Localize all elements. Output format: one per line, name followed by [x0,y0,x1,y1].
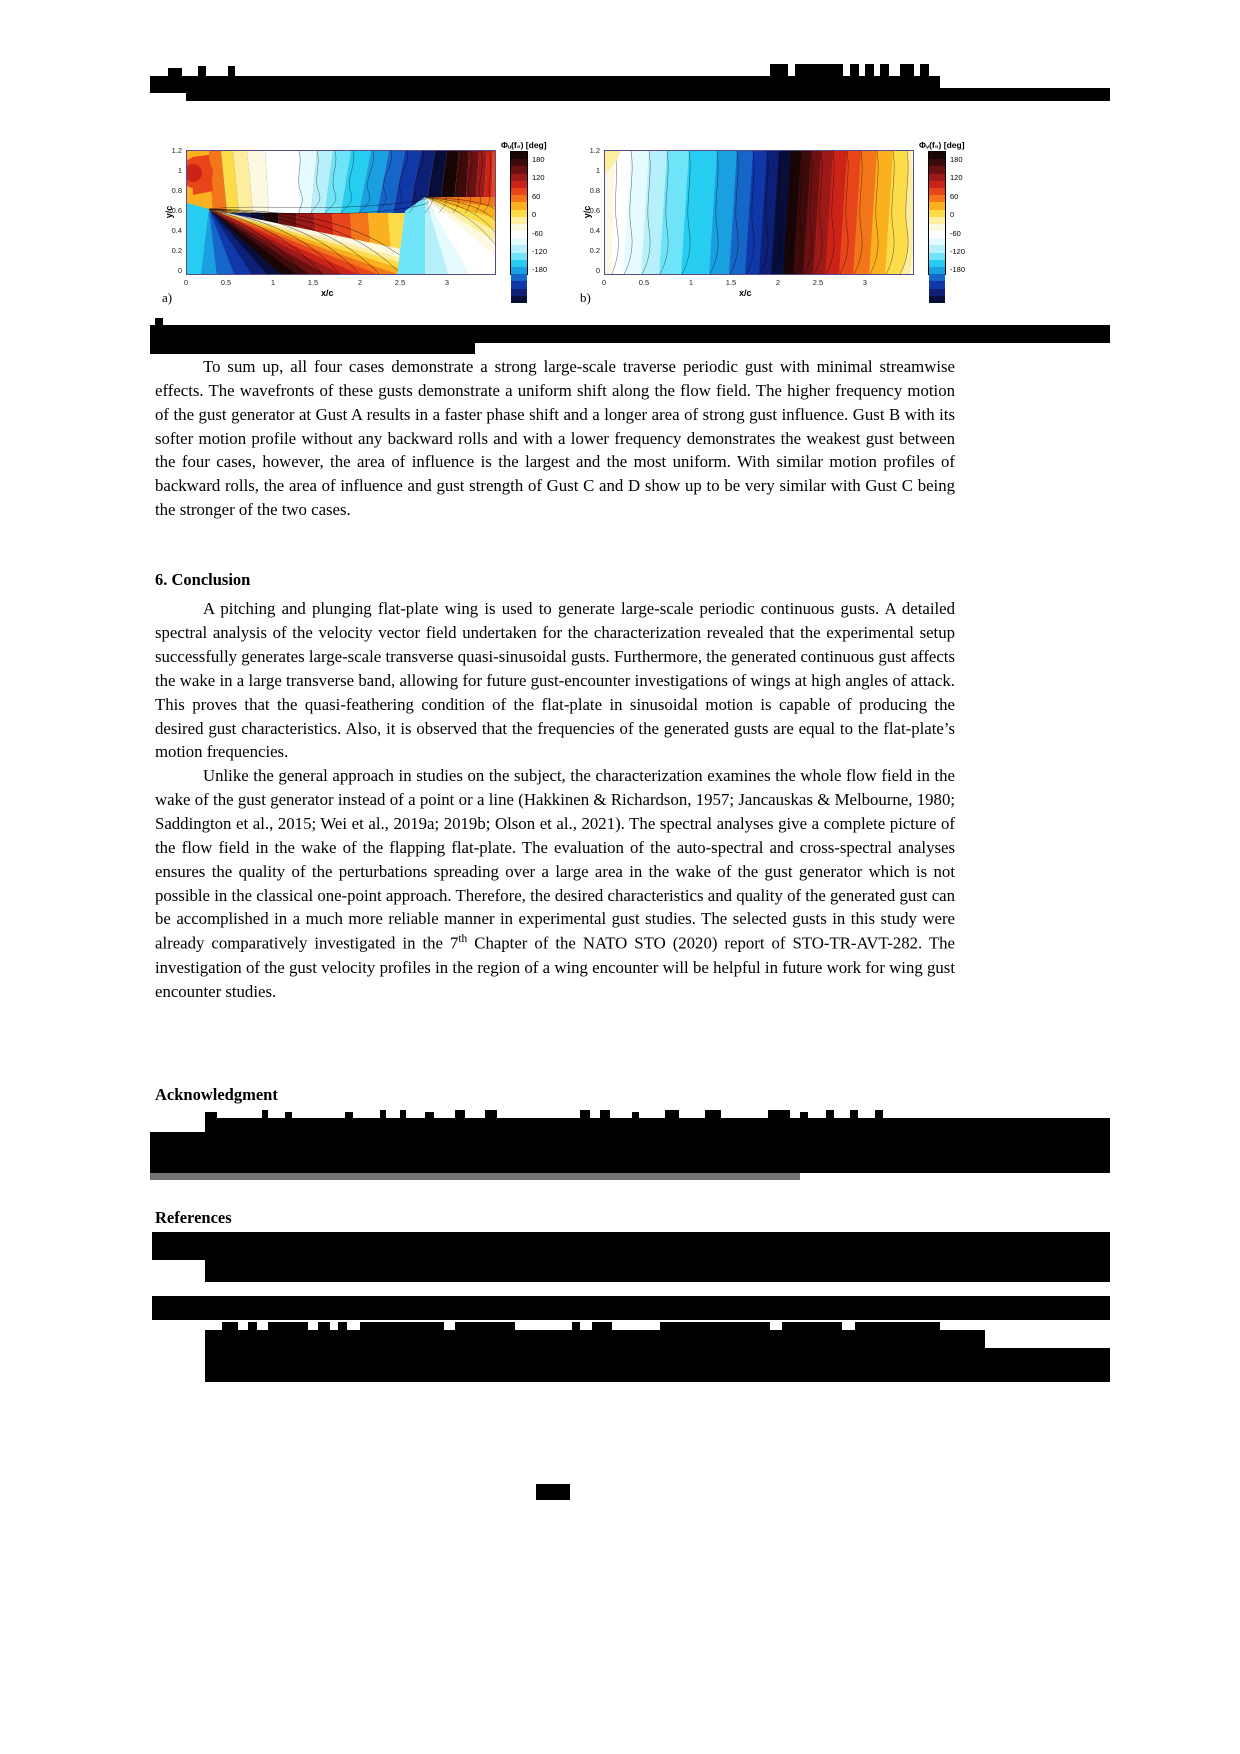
y-tick-a: 0.2 [171,246,182,255]
y-axis-label-a: y/c [164,205,174,219]
y-tick-b: 1.2 [589,146,600,155]
x-tick-b: 0 [601,278,607,287]
redaction-bar [150,1170,800,1180]
body-text-block-1 [155,355,955,522]
colorbar-tick-b: -60 [950,229,961,238]
x-tick-b: 0.5 [638,278,650,287]
y-tick-a: 0.8 [171,186,182,195]
colorbar-a [510,151,528,275]
colorbar-tick-a: 120 [532,173,545,182]
redaction-bar [186,88,1110,101]
figure-panel-b [576,135,976,310]
colorbar-title-a: Φᵤ(f₀) [deg] [501,140,547,150]
paragraph-summary: To sum up, all four cases demonstrate a strong large-scale traverse periodic gust with minimal streamwise effects. The wavefronts of these gusts demonstrate a uniform shift along the flow field. The higher frequency motion of the gust generator at Gust A results in a faster phase shift and a longer area of strong gust influence. Gust B with its softer motion profile without any backward rolls and with a lower frequency demonstrates the weakest gust between the four cases, however, the area of influence is the largest and the most uniform. With similar motion profiles of backward rolls, the area of influence and gust strength of Gust C and D show up to be very similar with Gust C being the stronger of the two cases. [155,357,955,520]
ordinal-suffix: th [458,933,468,946]
y-tick-a: 0.4 [171,226,182,235]
paragraph-conclusion-2 [155,764,955,1003]
colorbar-tick-b: 180 [950,155,963,164]
x-tick-a: 1.5 [307,278,319,287]
acknowledgment-section [155,1083,955,1106]
y-tick-a: 1 [177,166,182,175]
colorbar-tick-a: 180 [532,155,545,164]
x-tick-a: 1 [270,278,276,287]
y-tick-a: 0 [177,266,182,275]
paragraph-conclusion-2-part1: Unlike the general approach in studies on the subject, the characterization examines the whole flow field in the wake of the gust generator instead of a point or a line (Hakkinen & Richardson, 1957; Jancauskas & Melbourne, 1980; Saddington et al., 2015; Wei et al., 2019a; 2019b; Olson et al., 2021). The spectral analyses give a complete picture of the flow field in the wake of the flapping flat-plate. The evaluation of the auto-spectral and cross-spectral analyses ensures the quality of the perturbations spreading over a large area in the wake of the gust generator which is not possible in the classical one-point approach. Therefore, the desired characteristics and quality of the generated gust can be accomplished in a much more reliable manner in experimental gust studies. The selected gusts in this study were already comparatively investigated in the 7 [155,766,955,953]
figure-panel-a [158,135,558,310]
redaction-bar [205,1348,1110,1382]
panel-label-b: b) [580,290,591,305]
x-tick-a: 0 [183,278,189,287]
y-tick-b: 1 [595,166,600,175]
page-header-redacted [150,60,1110,96]
redaction-bar [205,1256,1110,1282]
y-tick-b: 0.2 [589,246,600,255]
x-tick-b: 1 [688,278,694,287]
section-heading-acknowledgment: Acknowledgment [155,1085,278,1104]
x-tick-a: 3 [444,278,450,287]
y-tick-b: 0.8 [589,186,600,195]
section-heading-conclusion: 6. Conclusion [155,570,251,589]
paragraph-conclusion-1: A pitching and plunging flat-plate wing is used to generate large-scale periodic continuous gusts. A detailed spectral analysis of the velocity vector field undertaken for the characterization revealed that the experimental setup successfully generates large-scale transverse quasi-sinusoidal gusts. Furthermore, the generated continuous gust affects the wake in a large transverse band, allowing for future gust-encounter investigations of wings at high angles of attack. This proves that the quasi-feathering condition of the flat-plate in sinusoidal motion is capable of producing the desired gust characteristics. Also, it is observed that the frequencies of the generated gusts are equal to the flat-plate’s motion frequencies. [155,599,955,762]
y-tick-b: 0 [595,266,600,275]
x-tick-a: 2 [357,278,363,287]
redaction-bar [152,1296,1110,1320]
page-number-redacted [536,1484,570,1500]
paragraph-conclusion-2-part2: Chapter of the NATO STO (2020) report of STO-TR-AVT-282. The investigation of the gust velocity profiles in the region of a wing encounter will be helpful in future work for wing gust encounter studies. [155,933,956,1001]
x-tick-b: 2.5 [812,278,824,287]
colorbar-tick-b: 0 [950,210,955,219]
conclusion-section [155,568,955,1003]
colorbar-b [928,151,946,275]
x-tick-b: 2 [775,278,781,287]
phase-contour-svg-a [187,151,496,275]
colorbar-tick-b: 120 [950,173,963,182]
x-axis-label-a: x/c [321,288,334,298]
phase-contour-svg-b [605,151,914,275]
redaction-bar [150,340,475,354]
colorbar-tick-b: 60 [950,192,959,201]
colorbar-tick-a: 0 [532,210,537,219]
references-section [155,1206,955,1229]
x-axis-label-b: x/c [739,288,752,298]
contour-plot-a [186,150,496,275]
colorbar-tick-a: -60 [532,229,543,238]
colorbar-tick-a: -120 [532,247,548,256]
contour-plot-b [604,150,914,275]
colorbar-tick-a: 60 [532,192,541,201]
section-heading-references: References [155,1208,232,1227]
x-tick-b: 3 [862,278,868,287]
colorbar-title-b: Φᵥ(f₀) [deg] [919,140,965,150]
x-tick-b: 1.5 [725,278,737,287]
colorbar-tick-b: -120 [950,247,966,256]
figure-row [158,135,966,310]
colorbar-tick-a: -180 [532,265,548,274]
x-tick-a: 2.5 [394,278,406,287]
y-tick-b: 0.4 [589,226,600,235]
y-tick-b: 0.6 [589,206,600,215]
y-tick-a: 0.6 [171,206,182,215]
y-axis-label-b: y/c [582,205,592,219]
colorbar-tick-b: -180 [950,265,966,274]
y-tick-a: 1.2 [171,146,182,155]
x-tick-a: 0.5 [220,278,232,287]
panel-label-a: a) [162,290,173,305]
